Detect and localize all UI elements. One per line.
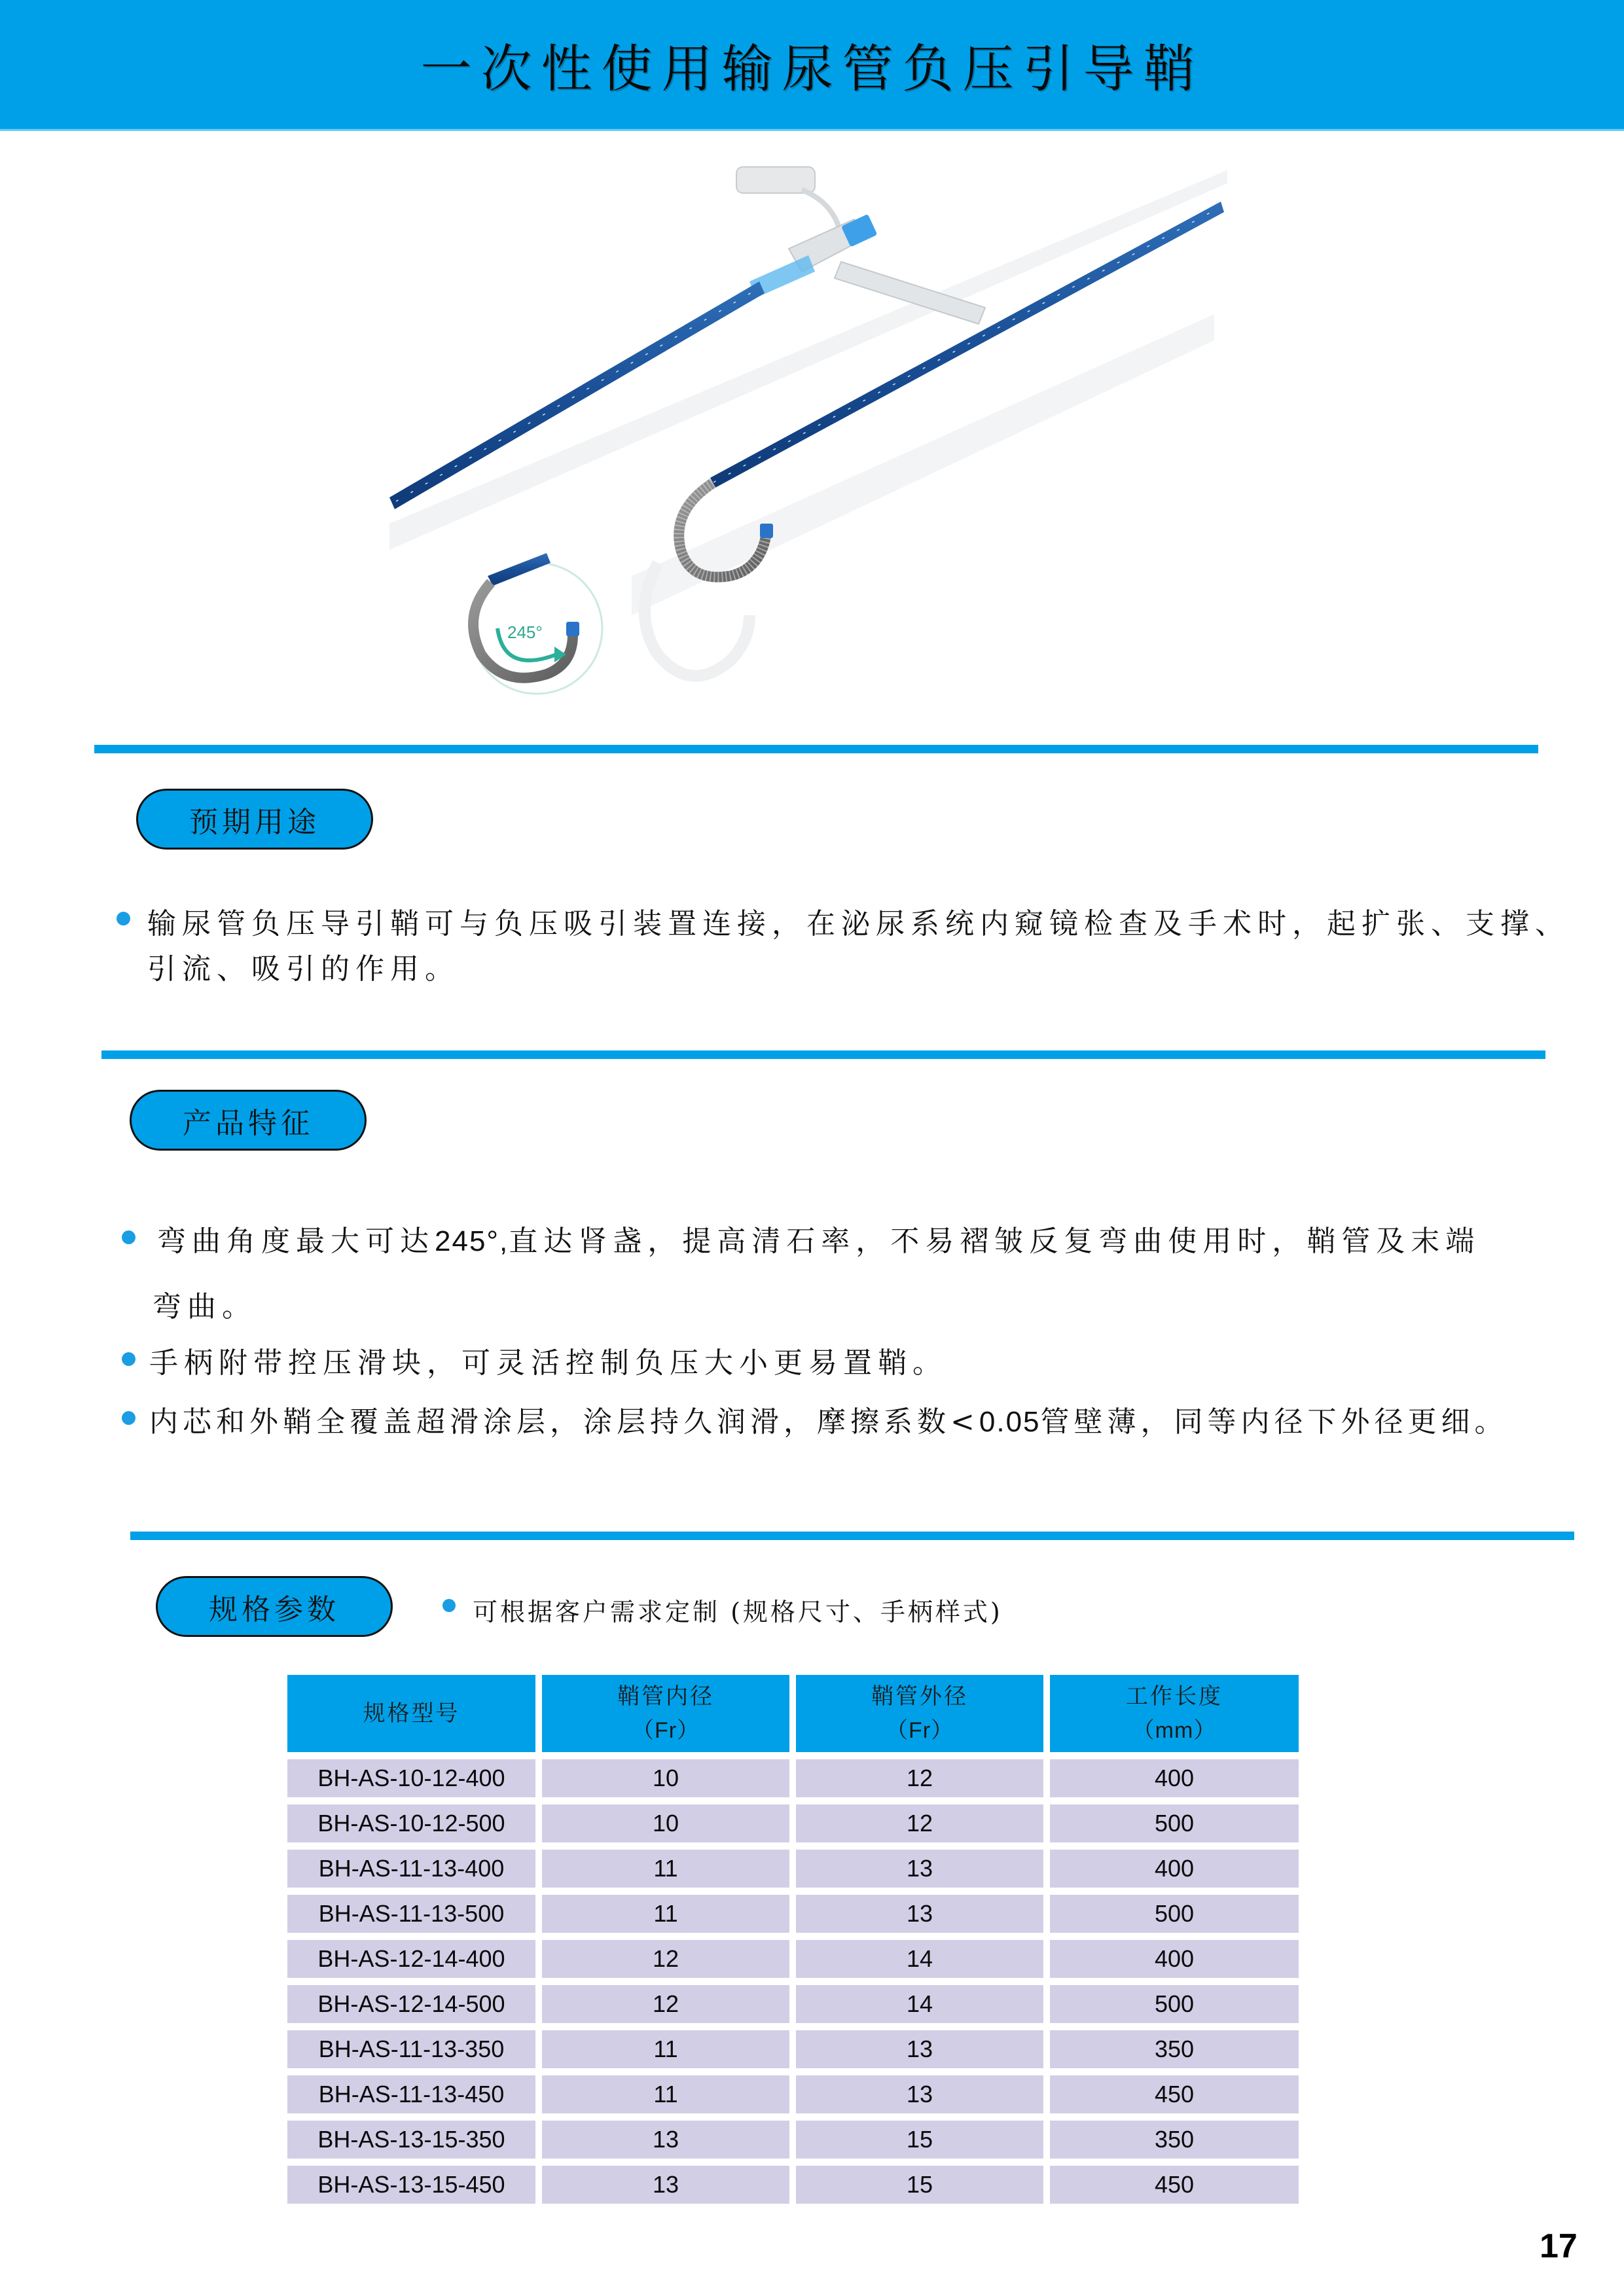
- cell-model: BH-AS-13-15-450: [287, 2166, 535, 2204]
- cell-working-length: 400: [1050, 1759, 1299, 1797]
- cell-outer-diameter: 13: [796, 1850, 1043, 1888]
- cell-model: BH-AS-11-13-500: [287, 1895, 535, 1933]
- section-divider: [101, 1050, 1545, 1059]
- feature-1-line1: 弯曲角度最大可达245°,直达肾盏，提高清石率，不易褶皱反复弯曲使用时，鞘管及末端: [157, 1225, 1481, 1258]
- bullet-icon: [122, 1230, 135, 1244]
- table-header-row: [287, 1675, 1299, 1752]
- cell-model: BH-AS-12-14-400: [287, 1940, 535, 1978]
- cell-inner-diameter: 12: [542, 1940, 789, 1978]
- feature-2: 手柄附带控压滑块，可灵活控制负压大小更易置鞘。: [149, 1346, 947, 1380]
- cell-working-length: 500: [1050, 1985, 1299, 2023]
- product-image: [383, 157, 1227, 700]
- cell-working-length: 450: [1050, 2166, 1299, 2204]
- cell-working-length: 350: [1050, 2030, 1299, 2068]
- cell-working-length: 400: [1050, 1850, 1299, 1888]
- table-row: [287, 1850, 1299, 1888]
- cell-model: BH-AS-13-15-350: [287, 2121, 535, 2159]
- cell-working-length: 350: [1050, 2121, 1299, 2159]
- cell-working-length: 500: [1050, 1804, 1299, 1842]
- cell-model: BH-AS-11-13-350: [287, 2030, 535, 2068]
- table-row: [287, 1759, 1299, 1797]
- column-header-outer-diameter: 鞘管外径 （Fr）: [796, 1675, 1043, 1752]
- column-header-model: 规格型号: [287, 1675, 535, 1752]
- cell-inner-diameter: 11: [542, 1895, 789, 1933]
- cell-outer-diameter: 13: [796, 2075, 1043, 2113]
- cell-working-length: 450: [1050, 2075, 1299, 2113]
- section-divider: [130, 1532, 1574, 1540]
- table-row: [287, 1985, 1299, 2023]
- cell-working-length: 500: [1050, 1895, 1299, 1933]
- table-row: [287, 2166, 1299, 2204]
- cell-model: BH-AS-12-14-500: [287, 1985, 535, 2023]
- table-row: [287, 1895, 1299, 1933]
- purpose-text-line2: 引流、吸引的作用。: [147, 952, 460, 986]
- cell-model: BH-AS-10-12-400: [287, 1759, 535, 1797]
- table-row: [287, 1804, 1299, 1842]
- cell-outer-diameter: 14: [796, 1940, 1043, 1978]
- cell-inner-diameter: 11: [542, 1850, 789, 1888]
- cell-outer-diameter: 14: [796, 1985, 1043, 2023]
- column-header-working-length: 工作长度 （mm）: [1050, 1675, 1299, 1752]
- bullet-icon: [442, 1599, 456, 1612]
- cell-inner-diameter: 13: [542, 2121, 789, 2159]
- table-row: [287, 2121, 1299, 2159]
- cell-outer-diameter: 13: [796, 2030, 1043, 2068]
- section-label-purpose: 预期用途: [136, 789, 373, 850]
- page-header: [0, 0, 1624, 131]
- cell-outer-diameter: 12: [796, 1759, 1043, 1797]
- section-label-features: 产品特征: [130, 1090, 367, 1151]
- angle-label: 245°: [507, 622, 543, 642]
- bullet-icon: [122, 1411, 135, 1425]
- bullet-icon: [122, 1352, 135, 1366]
- cell-inner-diameter: 11: [542, 2030, 789, 2068]
- bullet-icon: [117, 912, 130, 925]
- feature-1-line2: 弯曲。: [153, 1290, 257, 1323]
- table-row: [287, 2075, 1299, 2113]
- column-header-inner-diameter: 鞘管内径 （Fr）: [542, 1675, 789, 1752]
- cell-inner-diameter: 10: [542, 1759, 789, 1797]
- table-row: [287, 2030, 1299, 2068]
- cell-model: BH-AS-10-12-500: [287, 1804, 535, 1842]
- page-number: 17: [1540, 2227, 1578, 2265]
- cell-inner-diameter: 13: [542, 2166, 789, 2204]
- spec-table: [287, 1675, 1299, 2211]
- customization-note: 可根据客户需求定制 (规格尺寸、手柄样式): [473, 1598, 1003, 1626]
- page-title: 一次性使用输尿管负压引导鞘: [420, 39, 1204, 99]
- purpose-text-line1: 输尿管负压导引鞘可与负压吸引装置连接，在泌尿系统内窥镜检查及手术时，起扩张、支撑、: [147, 907, 1570, 941]
- cell-outer-diameter: 15: [796, 2166, 1043, 2204]
- cell-outer-diameter: 12: [796, 1804, 1043, 1842]
- cell-inner-diameter: 11: [542, 2075, 789, 2113]
- cell-working-length: 400: [1050, 1940, 1299, 1978]
- cell-model: BH-AS-11-13-450: [287, 2075, 535, 2113]
- cell-outer-diameter: 15: [796, 2121, 1043, 2159]
- cell-inner-diameter: 10: [542, 1804, 789, 1842]
- cell-outer-diameter: 13: [796, 1895, 1043, 1933]
- section-divider: [94, 745, 1538, 753]
- cell-inner-diameter: 12: [542, 1985, 789, 2023]
- cell-model: BH-AS-11-13-400: [287, 1850, 535, 1888]
- table-row: [287, 1940, 1299, 1978]
- section-label-specs: 规格参数: [156, 1576, 393, 1637]
- feature-3: 内芯和外鞘全覆盖超滑涂层，涂层持久润滑，摩擦系数<0.05管壁薄，同等内径下外径更细。: [149, 1405, 1508, 1439]
